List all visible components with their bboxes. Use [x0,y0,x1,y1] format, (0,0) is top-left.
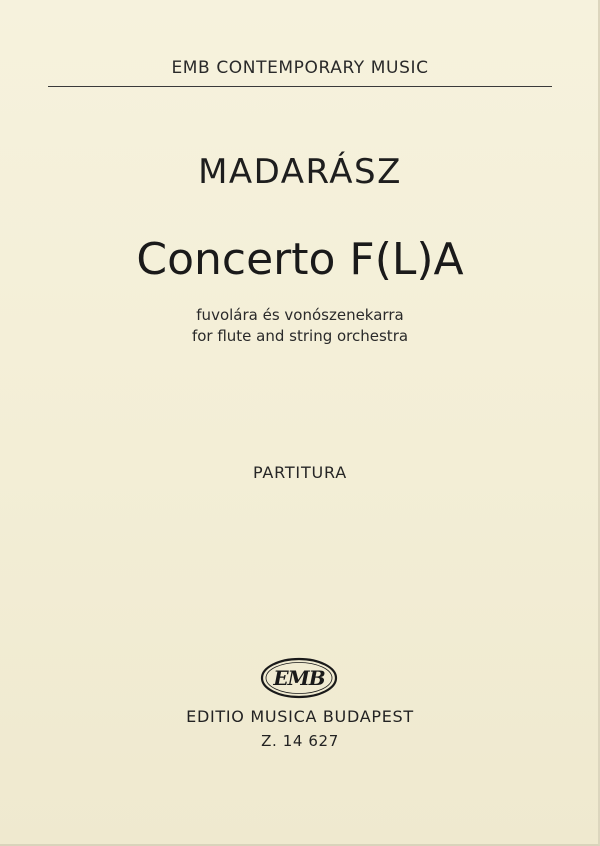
logo-text: EMB [273,666,325,690]
subtitle-hungarian: fuvolára és vonószenekarra [196,306,404,324]
composer-name: MADARÁSZ [198,152,402,192]
series-title: EMB CONTEMPORARY MUSIC [171,58,429,78]
work-title: Concerto F(L)A [136,234,464,285]
header-divider [48,86,552,87]
publisher-name: EDITIO MUSICA BUDAPEST [186,707,414,726]
subtitle-english: for flute and string orchestra [191,327,409,345]
emb-logo [259,656,339,700]
catalog-number: Z. 14 627 [261,732,339,750]
edition-type: PARTITURA [252,463,348,482]
